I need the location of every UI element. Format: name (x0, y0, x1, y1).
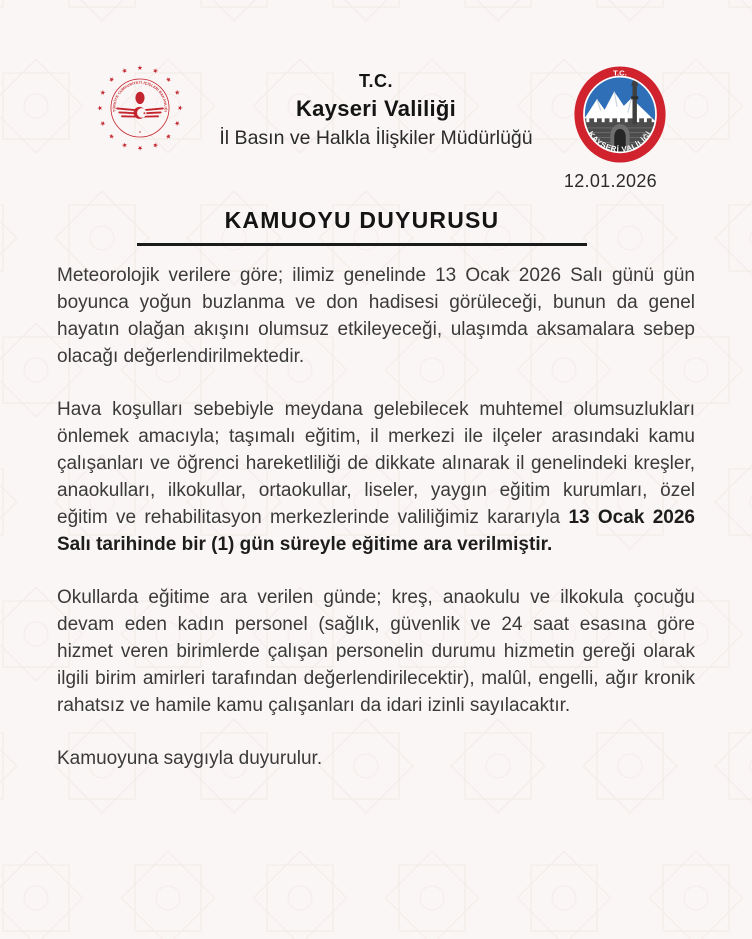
letterhead-tc: T.C. (358, 71, 393, 91)
svg-text:★: ★ (107, 131, 117, 141)
svg-text:★: ★ (172, 119, 181, 128)
svg-text:★: ★ (99, 119, 108, 128)
kayseri-governorship-emblem (572, 64, 668, 165)
letterhead-governorship: Kayseri Valiliği (295, 96, 457, 121)
title-block (137, 206, 587, 246)
crescent-star-icon: ★ (142, 110, 147, 116)
svg-text:★: ★ (99, 88, 108, 97)
svg-text:★: ★ (96, 105, 104, 111)
paragraph-personnel-leave: Okullarda eğitime ara verilen günde; kreş, anaokulu ve ilkokula çocuğu devam eden kadın personel (sağlık, güvenlik ve 24 saat esasına göre hizmet veren birimlerde çalışan personelin durumu hizmetin gereği olarak ilgili birim amirleri tarafından değerlendirilecektir), malûl, engelli, ağır kronik rahatsız ve hamile kamu çalışanları da idari izinli sayılacaktır. (57, 587, 695, 716)
announcement-body (57, 262, 695, 772)
svg-text:★: ★ (172, 88, 181, 97)
letterhead (146, 70, 606, 151)
svg-text:★: ★ (137, 64, 143, 72)
emblem-tc-text: T.C. (613, 68, 627, 78)
paragraph-closing: Kamuoyuna saygıyla duyurulur. (57, 748, 323, 769)
svg-text:★: ★ (163, 131, 173, 141)
emblem-bottom-text: KAYSERİ VALİLİĞİ (586, 129, 654, 154)
emblem-star-separator-icon: ★ (138, 130, 142, 135)
document-date: 12.01.2026 (563, 171, 657, 191)
svg-text:★: ★ (163, 75, 173, 85)
title-underline (137, 243, 587, 246)
svg-text:★: ★ (151, 67, 160, 76)
letterhead-department: İl Basın ve Halkla İlişkiler Müdürlüğü (219, 127, 533, 149)
emblem-ring-text: TÜRKİYE CUMHURİYETİ İÇİŞLERİ BAKANLIĞI (112, 80, 168, 113)
announcement-title: KAMUOYU DUYURUSU (224, 207, 500, 233)
paragraph-school-closure: Hava koşulları sebebiyle meydana gelebilecek muhtemel olumsuzlukları önlemek amacıyla; taşımalı eğitim, il merkezi ile ilçeler arasındaki kamu çalışanları ve öğrenci hareketliliği de dikkate alınarak il genelindeki kreşler, anaokulları, ilkokullar, ortaokullar, liseler, yaygın eğitim kurumları, özel eğitim ve rehabilitasyon merkezlerinde valiliğimiz kararıyla 13 Ocak 2026 Salı tarihinde bir (1) gün süreyle eğitime ara verilmiştir. (57, 399, 695, 555)
svg-text:★: ★ (120, 67, 129, 76)
svg-text:★: ★ (151, 140, 160, 149)
svg-text:★: ★ (120, 140, 129, 149)
svg-text:★: ★ (176, 105, 184, 111)
svg-text:★: ★ (107, 75, 117, 85)
paragraph-weather-assessment: Meteorolojik verilere göre; ilimiz genelinde 13 Ocak 2026 Salı günü gün boyunca yoğun buzlanma ve don hadisesi görüleceği, bunun da genel hayatın olağan akışını olumsuz etkileyeceği, ulaşımda aksamalara sebep olacağı değerlendirilmektedir. (57, 265, 695, 367)
svg-text:★: ★ (137, 144, 143, 152)
